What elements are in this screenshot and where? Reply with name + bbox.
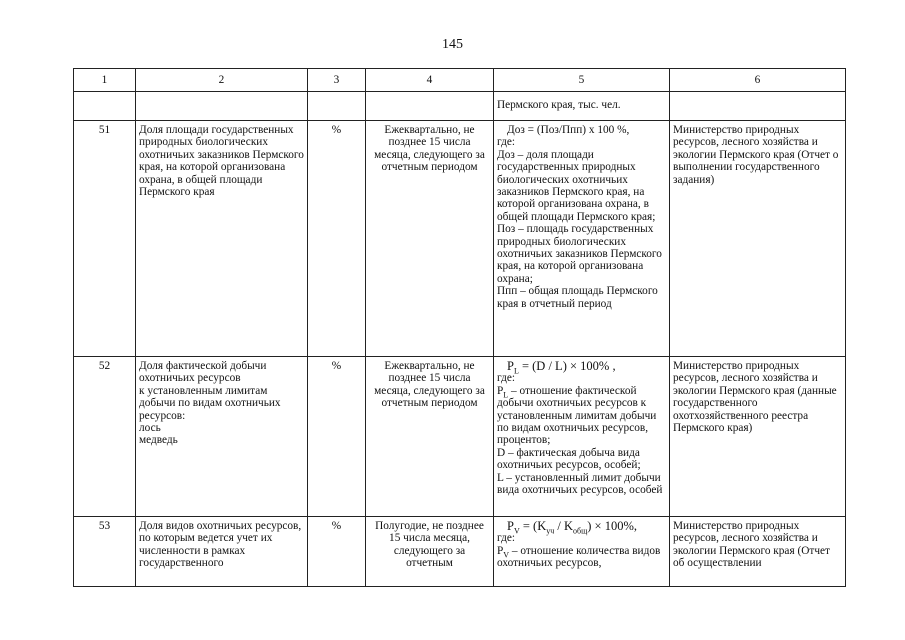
source-cell: Министерство природных ресурсов, лесного хозяйства и экологии Пермского края (данные государственного охотхозяйственного реестра Пермского края) — [670, 357, 846, 517]
indicator-line: к установленным лимитам добычи по видам охотничьих ресурсов: — [139, 384, 281, 422]
formula-expression: = (K — [519, 519, 547, 533]
formula-expression: ) × 100%, — [587, 519, 637, 533]
formula-line: где: — [497, 372, 515, 385]
formula-title: Доз = (Поз/Ппп) х 100 %, — [507, 124, 630, 136]
indicator-cell: Доля площади государственных природных биологических охотничьих заказников Пермского края, на которой организована охрана, в общей площади Пермского края — [136, 121, 308, 357]
indicator-line: медведь — [139, 434, 178, 447]
empty-cell — [670, 92, 846, 121]
page-number: 145 — [442, 37, 463, 52]
formula-subscript: общ — [573, 526, 588, 536]
unit-cell: % — [308, 517, 366, 587]
formula-subscript: V — [513, 526, 520, 536]
table-row — [74, 357, 846, 517]
formula-subscript: L — [503, 390, 509, 400]
formula-subscript: уч — [546, 526, 555, 536]
periodicity-cell: Полугодие, не позднее 15 числа месяца, следующего за отчетным — [366, 517, 494, 587]
formula-line — [497, 545, 666, 570]
indicator-cell: Доля видов охотничьих ресурсов, по которым ведется учет их численности в рамках государственного — [136, 517, 308, 587]
periodicity-cell: Ежеквартально, не позднее 15 числа месяца, следующего за отчетным периодом — [366, 357, 494, 517]
indicators-table — [73, 68, 846, 587]
indicator-line: Доля фактической добычи охотничьих ресурсов — [139, 360, 267, 385]
formula-expression: = (D / L) × 100% , — [518, 359, 616, 373]
formula-title — [497, 519, 666, 536]
formula-definition: – отношение фактической добычи охотничьих ресурсов к установленным лимитам добычи по видам охотничьих ресурсов, процентов; — [497, 384, 657, 447]
periodicity-cell: Ежеквартально, не позднее 15 числа месяца, следующего за отчетным периодом — [366, 121, 494, 357]
formula-cell — [494, 517, 670, 587]
formula-line: L – установленный лимит добычи вида охотничьих ресурсов, особей — [497, 471, 663, 497]
formula-subscript: V — [503, 550, 510, 560]
formula-symbol: P — [497, 384, 504, 397]
formula-definition: – отношение количества видов охотничьих ресурсов, — [497, 544, 661, 570]
formula-expression: / K — [554, 519, 574, 533]
formula-cell — [494, 357, 670, 517]
indicator-line: лось — [139, 422, 161, 435]
formula-subscript: L — [513, 366, 519, 376]
continuation-row — [74, 92, 846, 121]
source-cell: Министерство природных ресурсов, лесного хозяйства и экологии Пермского края (Отчет о выполнении государственного задания) — [670, 121, 846, 357]
formula-line — [497, 385, 666, 447]
row-number: 52 — [74, 357, 136, 517]
source-cell: Министерство природных ресурсов, лесного хозяйства и экологии Пермского края (Отчет об осуществлении — [670, 517, 846, 587]
unit-cell: % — [308, 357, 366, 517]
formula-cell — [494, 121, 670, 357]
formula-line: Доз – доля площади государственных природных биологических охотничьих заказников Пермского края, на которой организована охрана, в общей площади Пермского края; — [497, 148, 656, 223]
header-cell: 6 — [670, 69, 846, 92]
formula-line: где: — [497, 532, 515, 545]
header-row — [74, 69, 846, 92]
table-row — [74, 517, 846, 587]
formula-title — [497, 359, 666, 376]
formula-line: Ппп – общая площадь Пермского края в отчетный период — [497, 285, 658, 310]
empty-cell — [74, 92, 136, 121]
header-cell: 2 — [136, 69, 308, 92]
formula-symbol: P — [507, 519, 514, 533]
formula-line: где: — [497, 136, 515, 149]
empty-cell — [308, 92, 366, 121]
formula-line: Поз – площадь государственных природных биологических охотничьих заказников Пермского края, на которой организована охрана; — [497, 223, 662, 285]
row-number: 53 — [74, 517, 136, 587]
row-number: 51 — [74, 121, 136, 357]
indicator-cell — [136, 357, 308, 517]
table-row — [74, 121, 846, 357]
unit-cell: % — [308, 121, 366, 357]
header-cell: 4 — [366, 69, 494, 92]
formula-line: D – фактическая добыча вида охотничьих ресурсов, особей; — [497, 446, 641, 472]
header-cell: 3 — [308, 69, 366, 92]
formula-symbol: P — [497, 544, 504, 557]
empty-cell — [366, 92, 494, 121]
continuation-cell: Пермского края, тыс. чел. — [494, 92, 670, 121]
header-cell: 5 — [494, 69, 670, 92]
formula-symbol: P — [507, 359, 514, 373]
empty-cell — [136, 92, 308, 121]
header-cell: 1 — [74, 69, 136, 92]
